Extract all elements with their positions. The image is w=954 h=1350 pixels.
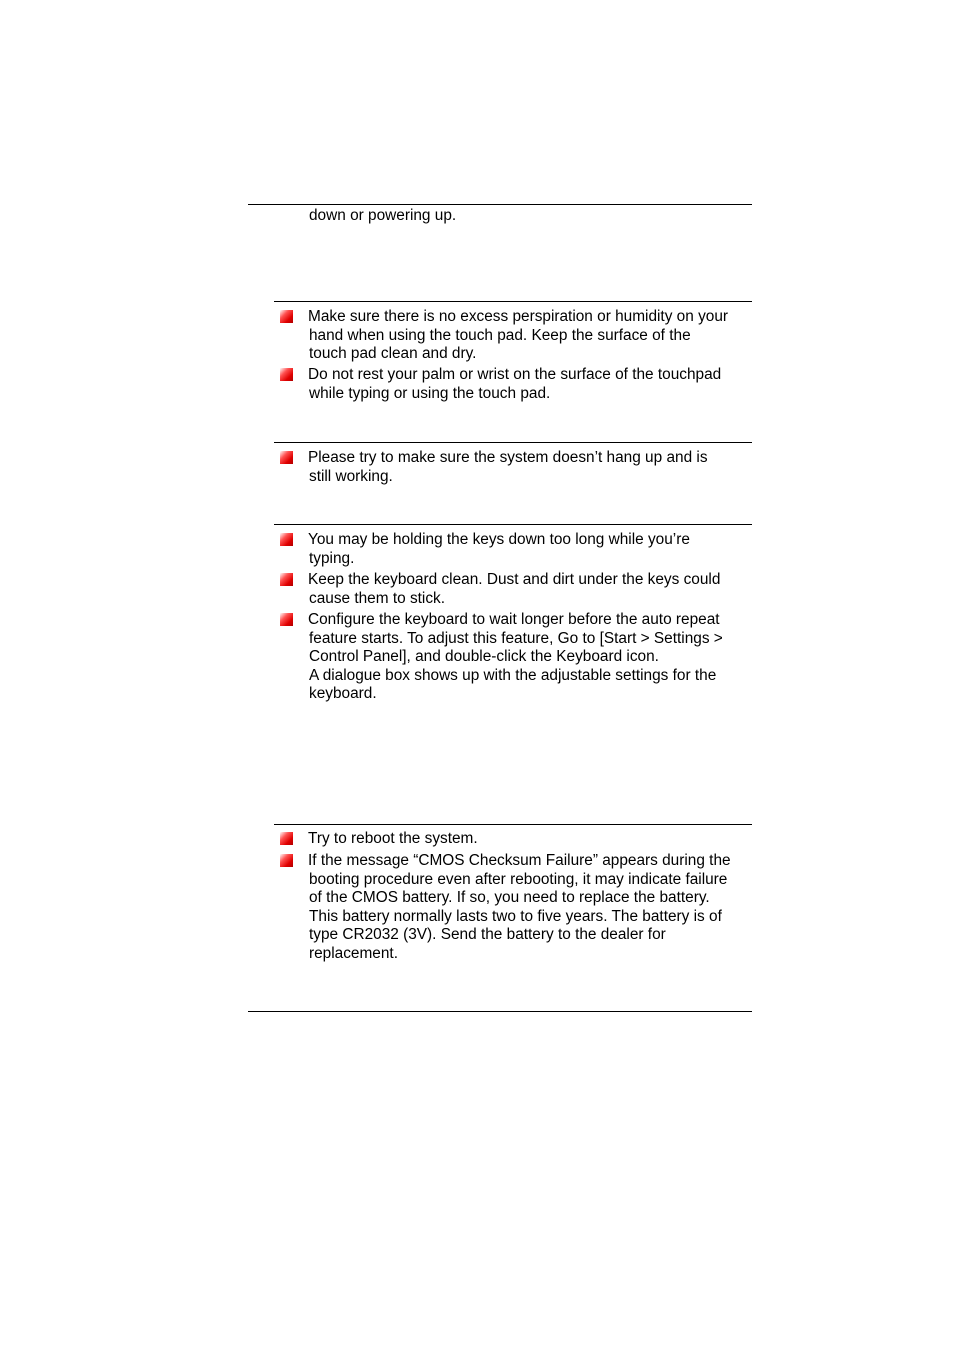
item-line: A dialogue box shows up with the adjustable settings for the bbox=[309, 666, 717, 684]
item-line: of the CMOS battery. If so, you need to replace the battery. bbox=[309, 889, 710, 907]
item-line: keyboard. bbox=[309, 685, 377, 703]
bottom-rule bbox=[248, 1011, 752, 1012]
item-line: cause them to stick. bbox=[309, 589, 446, 607]
item-line: If the message “CMOS Checksum Failure” appears during the bbox=[308, 852, 731, 869]
item-line: feature starts. To adjust this feature, Go to [Start > Settings > bbox=[309, 629, 723, 647]
item-line: typing. bbox=[309, 549, 355, 567]
red-square-bullet-icon bbox=[280, 451, 293, 464]
red-square-bullet-icon bbox=[280, 573, 293, 586]
item-line: hand when using the touch pad. Keep the surface of the bbox=[309, 326, 691, 344]
section-rule bbox=[274, 524, 752, 525]
item-line: You may be holding the keys down too long while you’re bbox=[308, 531, 690, 548]
item-line: Do not rest your palm or wrist on the surface of the touchpad bbox=[308, 366, 722, 383]
top-rule bbox=[248, 204, 752, 205]
red-square-bullet-icon bbox=[280, 832, 293, 845]
item-line: Please try to make sure the system doesn’t hang up and is bbox=[308, 449, 708, 466]
item-line: This battery normally lasts two to five years. The battery is of bbox=[309, 907, 722, 925]
red-square-bullet-icon bbox=[280, 533, 293, 546]
continuation-text: down or powering up. bbox=[309, 207, 457, 224]
red-square-bullet-icon bbox=[280, 854, 293, 867]
item-line: booting procedure even after rebooting, it may indicate failure bbox=[309, 870, 728, 888]
section-rule bbox=[274, 824, 752, 825]
item-line: Control Panel], and double-click the Keyboard icon. bbox=[309, 648, 659, 666]
item-line: touch pad clean and dry. bbox=[309, 345, 477, 363]
red-square-bullet-icon bbox=[280, 310, 293, 323]
item-line: Try to reboot the system. bbox=[308, 830, 478, 847]
item-line: Make sure there is no excess perspiration or humidity on your bbox=[308, 308, 729, 325]
red-square-bullet-icon bbox=[280, 613, 293, 626]
item-line: replacement. bbox=[309, 944, 398, 962]
section-rule bbox=[274, 301, 752, 302]
red-square-bullet-icon bbox=[280, 368, 293, 381]
section-rule bbox=[274, 442, 752, 443]
item-line: type CR2032 (3V). Send the battery to the dealer for bbox=[309, 926, 666, 944]
item-line: still working. bbox=[309, 467, 393, 485]
item-line: Keep the keyboard clean. Dust and dirt under the keys could bbox=[308, 571, 721, 588]
item-line: while typing or using the touch pad. bbox=[309, 384, 551, 402]
item-line: Configure the keyboard to wait longer before the auto repeat bbox=[308, 611, 720, 628]
